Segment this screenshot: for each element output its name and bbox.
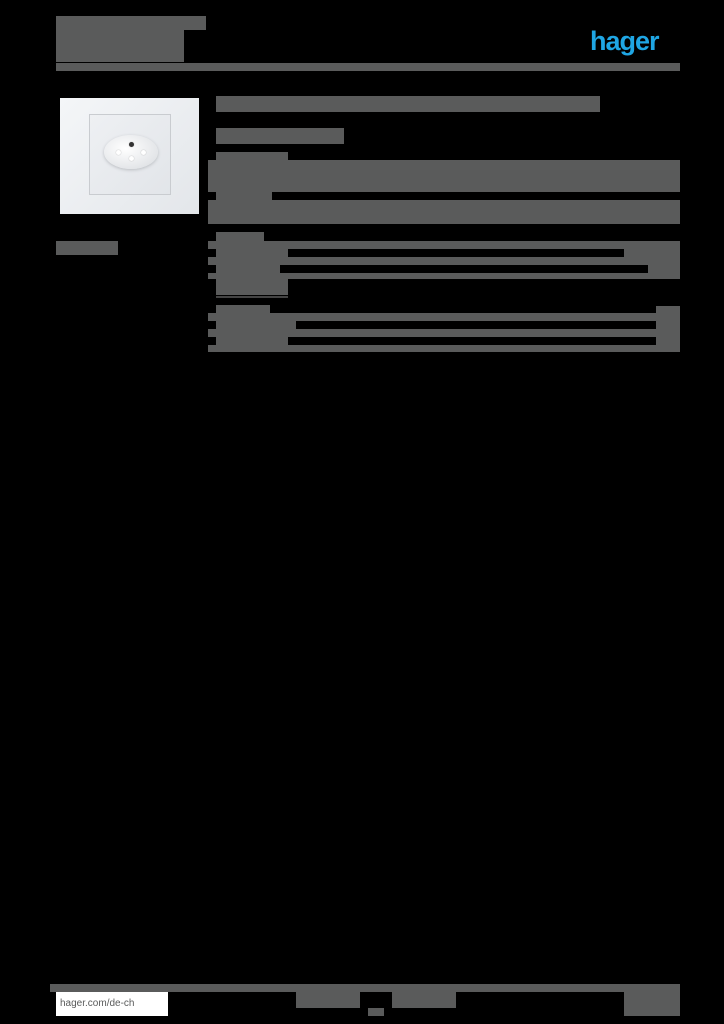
specs-subheading [216,279,288,295]
specs-section-label [56,241,118,255]
spec-row [208,257,680,265]
spec-row-value [656,306,680,330]
spec-row-label [216,265,280,273]
specs-subheading-underline [216,296,288,298]
description-line-2 [216,192,272,200]
footer-page-block [624,992,680,1016]
footer-center-block-2 [392,992,456,1008]
header-title-block [56,16,206,30]
product-image [60,98,199,214]
pin-bottom [129,156,134,161]
header-subtitle-block [56,42,184,62]
spec-row-label [216,337,288,345]
socket-outlet-icon [104,135,158,169]
description-line-1 [208,160,680,192]
spec-row-label [216,249,288,257]
hager-logo: hager [590,26,659,56]
spec-row [208,345,680,352]
spec-row [208,329,680,337]
pin-left [116,150,121,155]
footer-rule [50,984,680,992]
socket-plate [89,114,171,195]
spec-row-value [656,337,680,345]
spec-row [208,313,680,321]
spec-row-value [648,265,680,273]
spec-row-label [216,321,296,329]
spec-row-value [624,249,680,257]
pin-right [141,150,146,155]
footer-center-block [296,992,360,1008]
spec-row [208,241,680,249]
website-link[interactable]: hager.com/de-ch [56,992,168,1016]
header-title-block-2 [56,30,184,42]
header-rule [56,63,680,71]
product-subtitle [216,128,344,144]
description-line-3 [208,200,680,224]
footer-page-marker [368,1008,384,1016]
product-title [216,96,600,112]
pin-earth [129,142,134,147]
